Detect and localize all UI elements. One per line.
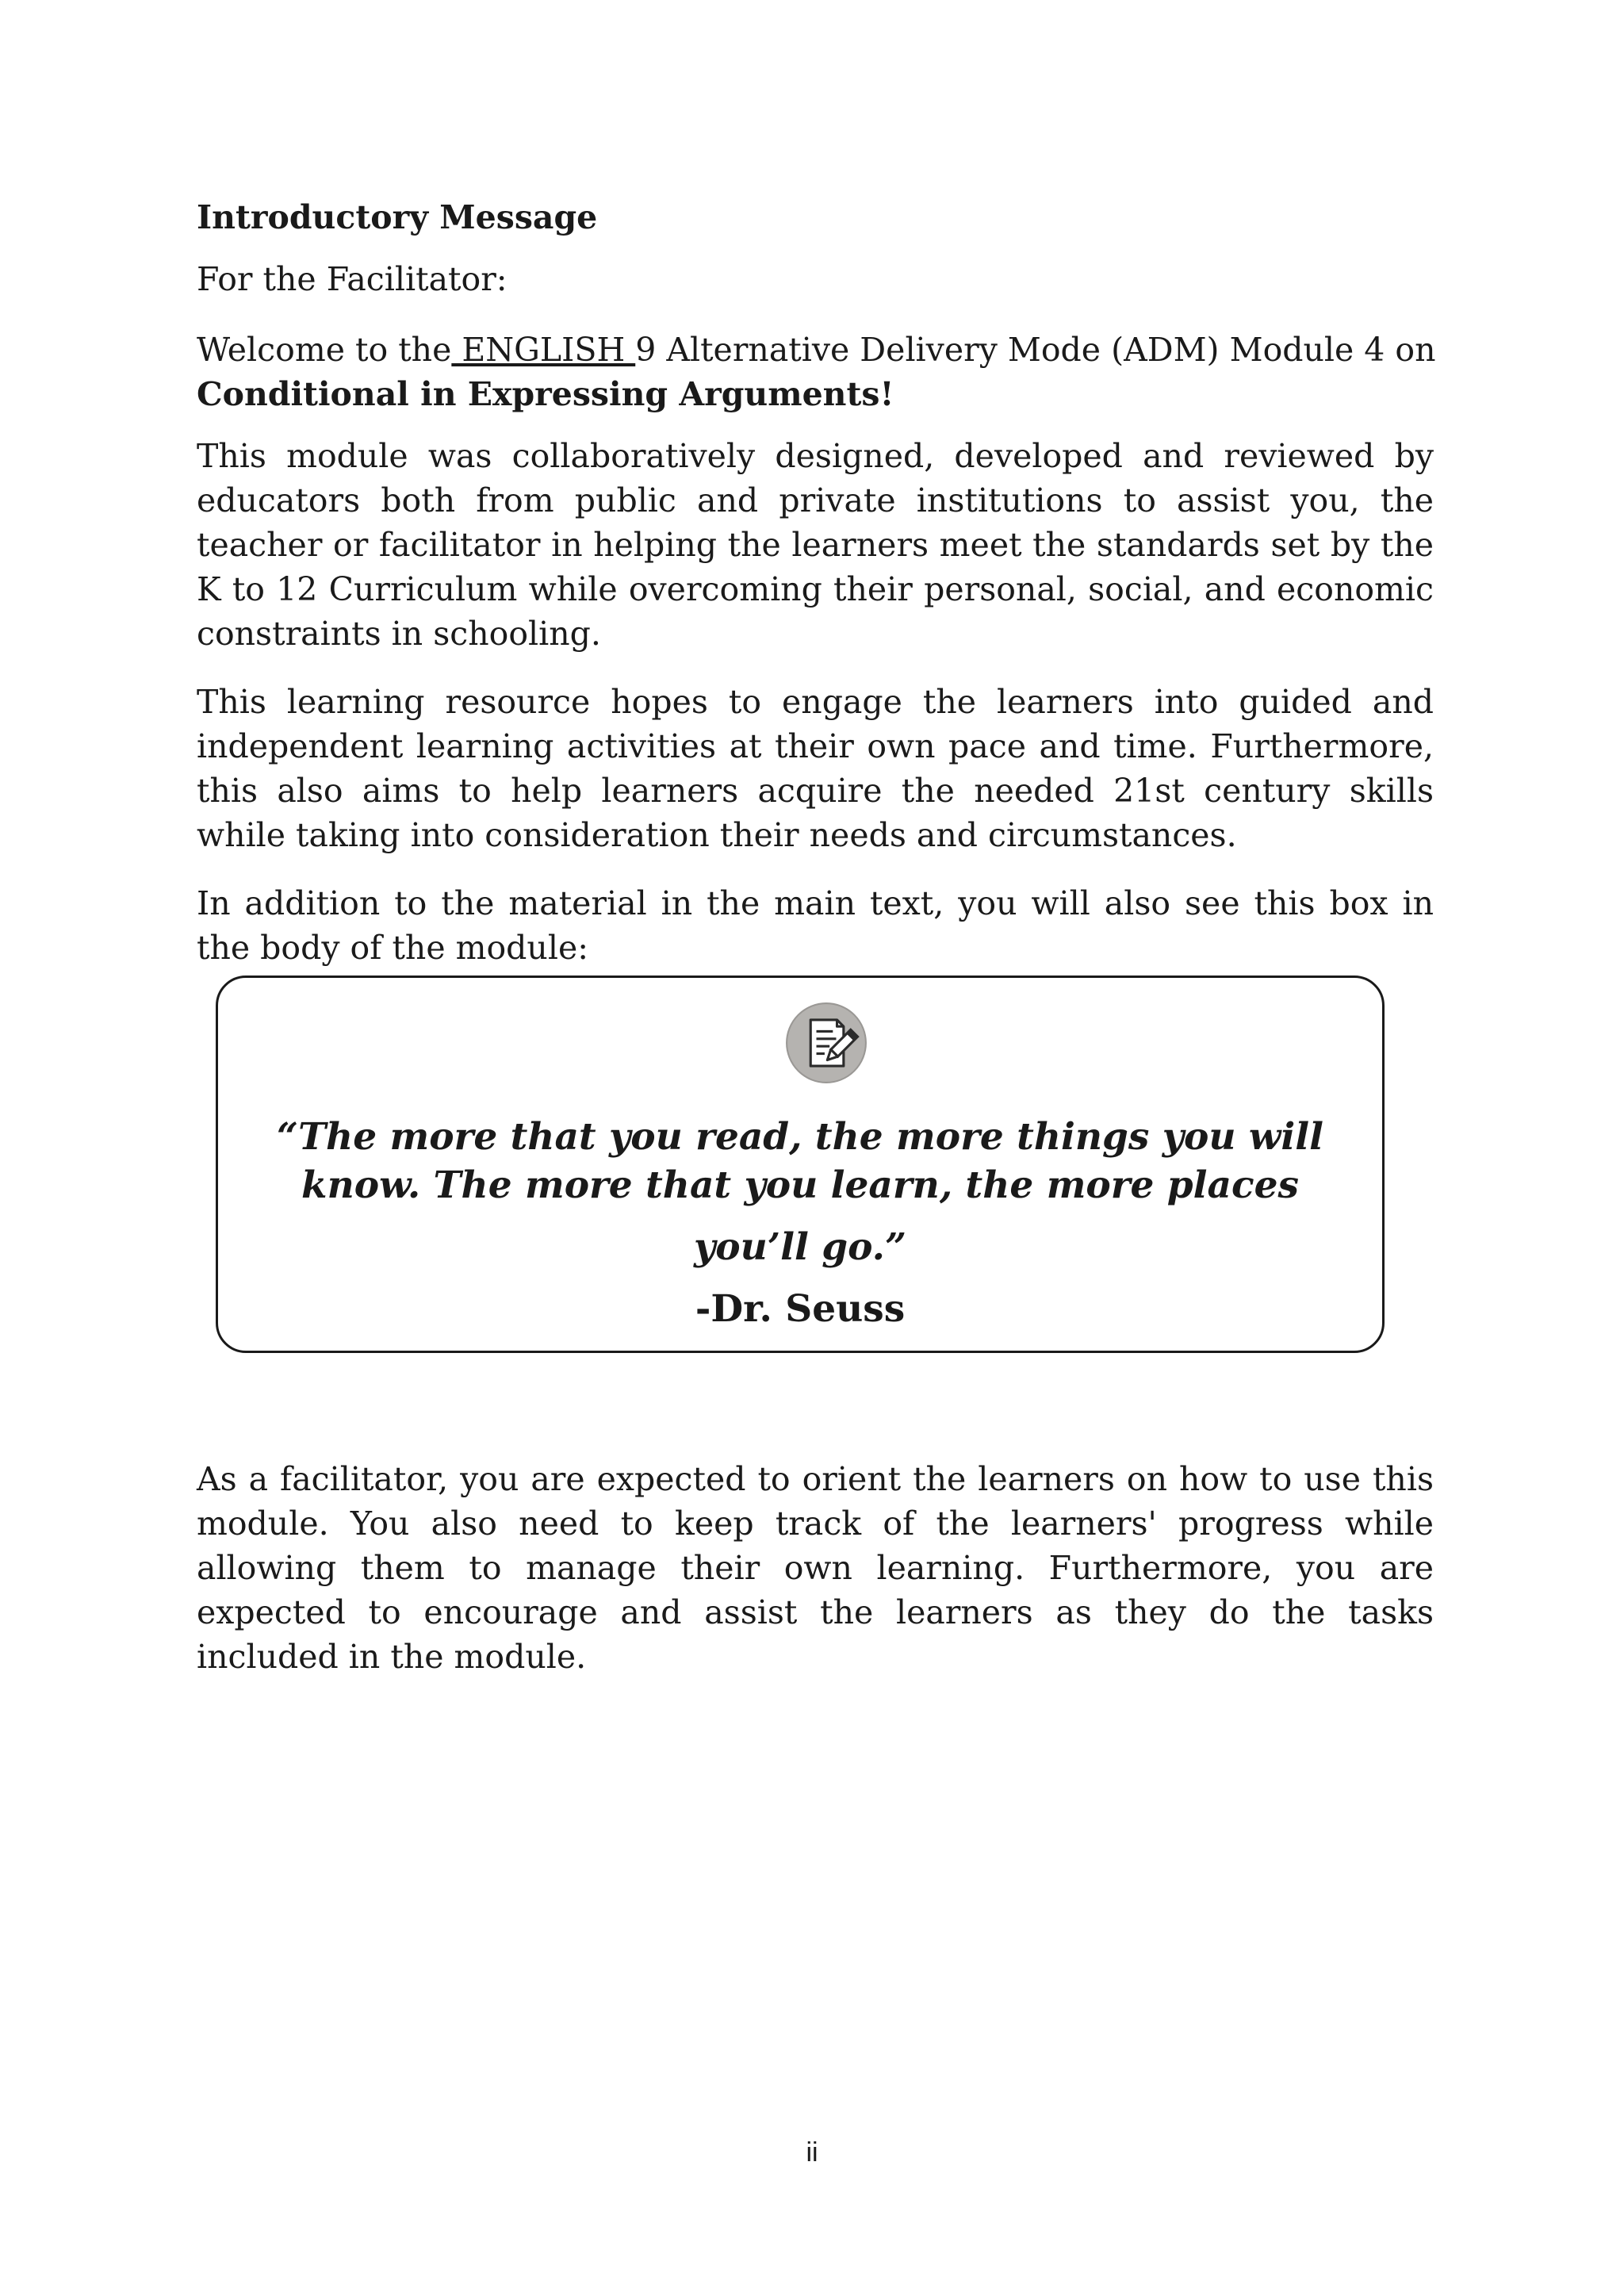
quote-author: -Dr. Seuss xyxy=(695,1287,906,1331)
page-number: ii xyxy=(806,2137,818,2168)
welcome-text-end: 9 Alternative Delivery Mode (ADM) Module 4 on xyxy=(635,331,1436,369)
note-pencil-icon xyxy=(785,1002,868,1084)
section-heading: Introductory Message xyxy=(197,198,598,236)
welcome-text-start: Welcome to the xyxy=(197,331,452,369)
subject-underlined: ENGLISH xyxy=(451,331,636,369)
welcome-paragraph xyxy=(197,328,1464,416)
quote-line: “The more that you read, the more things you will xyxy=(277,1115,1323,1159)
quote-callout-box xyxy=(216,976,1385,1353)
salutation: For the Facilitator: xyxy=(197,260,508,298)
quote-text xyxy=(218,1113,1382,1209)
quote-line: know. The more that you learn, the more places xyxy=(301,1163,1299,1207)
paragraph-resource: This learning resource hopes to engage the learners into guided and independent learning activities at their own pace and time. Furthermore, this also aims to help learners acquire the needed 21st century skills while taking into consideration their needs and circumstances. xyxy=(197,683,1434,854)
paragraph-facilitator-role: As a facilitator, you are expected to orient the learners on how to use this module. You also need to keep track of the learners' progress while allowing them to manage their own learning. Furthermore, you are expected to encourage and assist the learners as they do the tasks included in the module. xyxy=(197,1460,1434,1676)
paragraph-purpose: This module was collaboratively designed, developed and reviewed by educators both from public and private institutions to assist you, the teacher or facilitator in helping the learners meet the standards set by the K to 12 Curriculum while overcoming their personal, social, and economic constraints in schooling. xyxy=(197,437,1434,653)
paragraph-box-intro: In addition to the material in the main text, you will also see this box in the body of the module: xyxy=(197,884,1434,967)
module-topic: Conditional in Expressing Arguments! xyxy=(197,375,894,413)
quote-line: you’ll go.” xyxy=(693,1225,907,1269)
